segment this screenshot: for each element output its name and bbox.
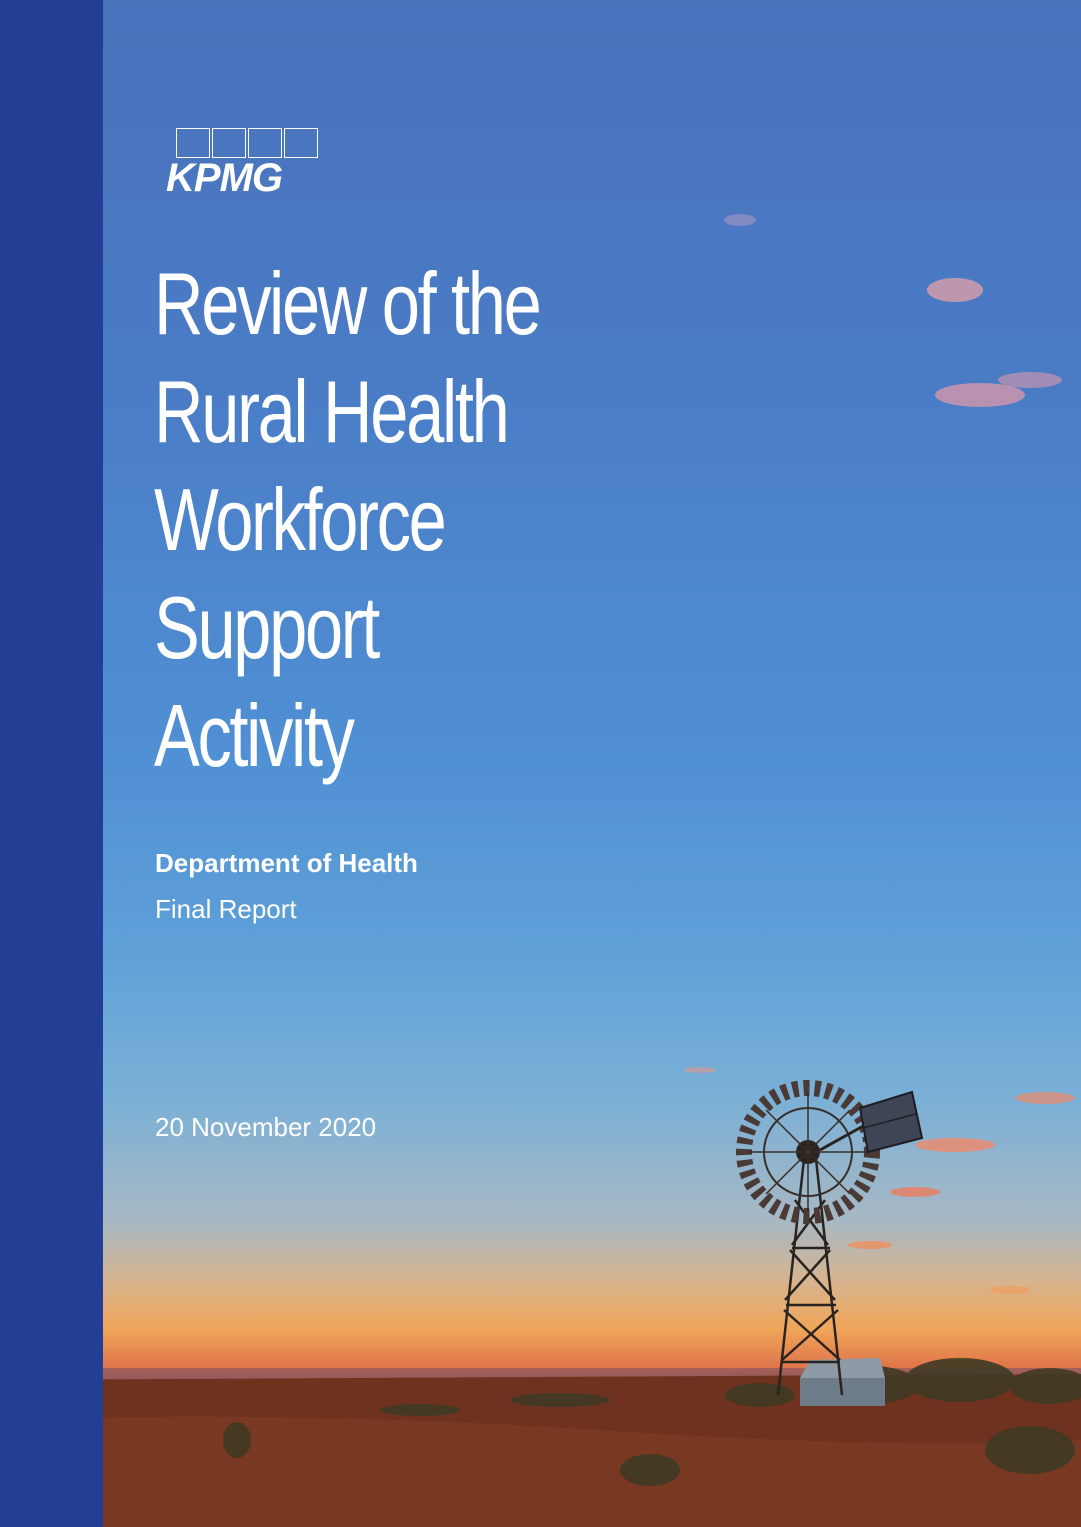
title-line: Rural Health	[154, 362, 508, 461]
logo-boxes	[176, 128, 320, 158]
cloud	[724, 214, 756, 226]
cloud	[927, 278, 983, 302]
cloud	[848, 1241, 892, 1249]
client-name: Department of Health	[155, 848, 418, 878]
cloud	[1015, 1092, 1075, 1104]
title-line: Workforce	[154, 470, 445, 569]
cloud	[990, 1286, 1030, 1294]
kpmg-logo	[166, 128, 334, 200]
report-type: Final Report	[155, 894, 297, 924]
shed	[800, 1358, 885, 1406]
title-line: Activity	[154, 686, 353, 785]
cloud	[935, 383, 1025, 407]
report-date: 20 November 2020	[155, 1112, 377, 1142]
cloud	[890, 1187, 940, 1197]
windmill-tower	[778, 1150, 842, 1395]
cloud	[915, 1138, 995, 1152]
title-line: Review of the	[154, 254, 540, 353]
logo-text: KPMG	[166, 156, 282, 200]
side-bar	[0, 0, 103, 1527]
windmill-rotor	[744, 1088, 872, 1216]
cloud	[998, 372, 1062, 388]
report-title	[154, 250, 674, 790]
cloud	[684, 1067, 716, 1073]
title-line: Support	[154, 578, 379, 677]
